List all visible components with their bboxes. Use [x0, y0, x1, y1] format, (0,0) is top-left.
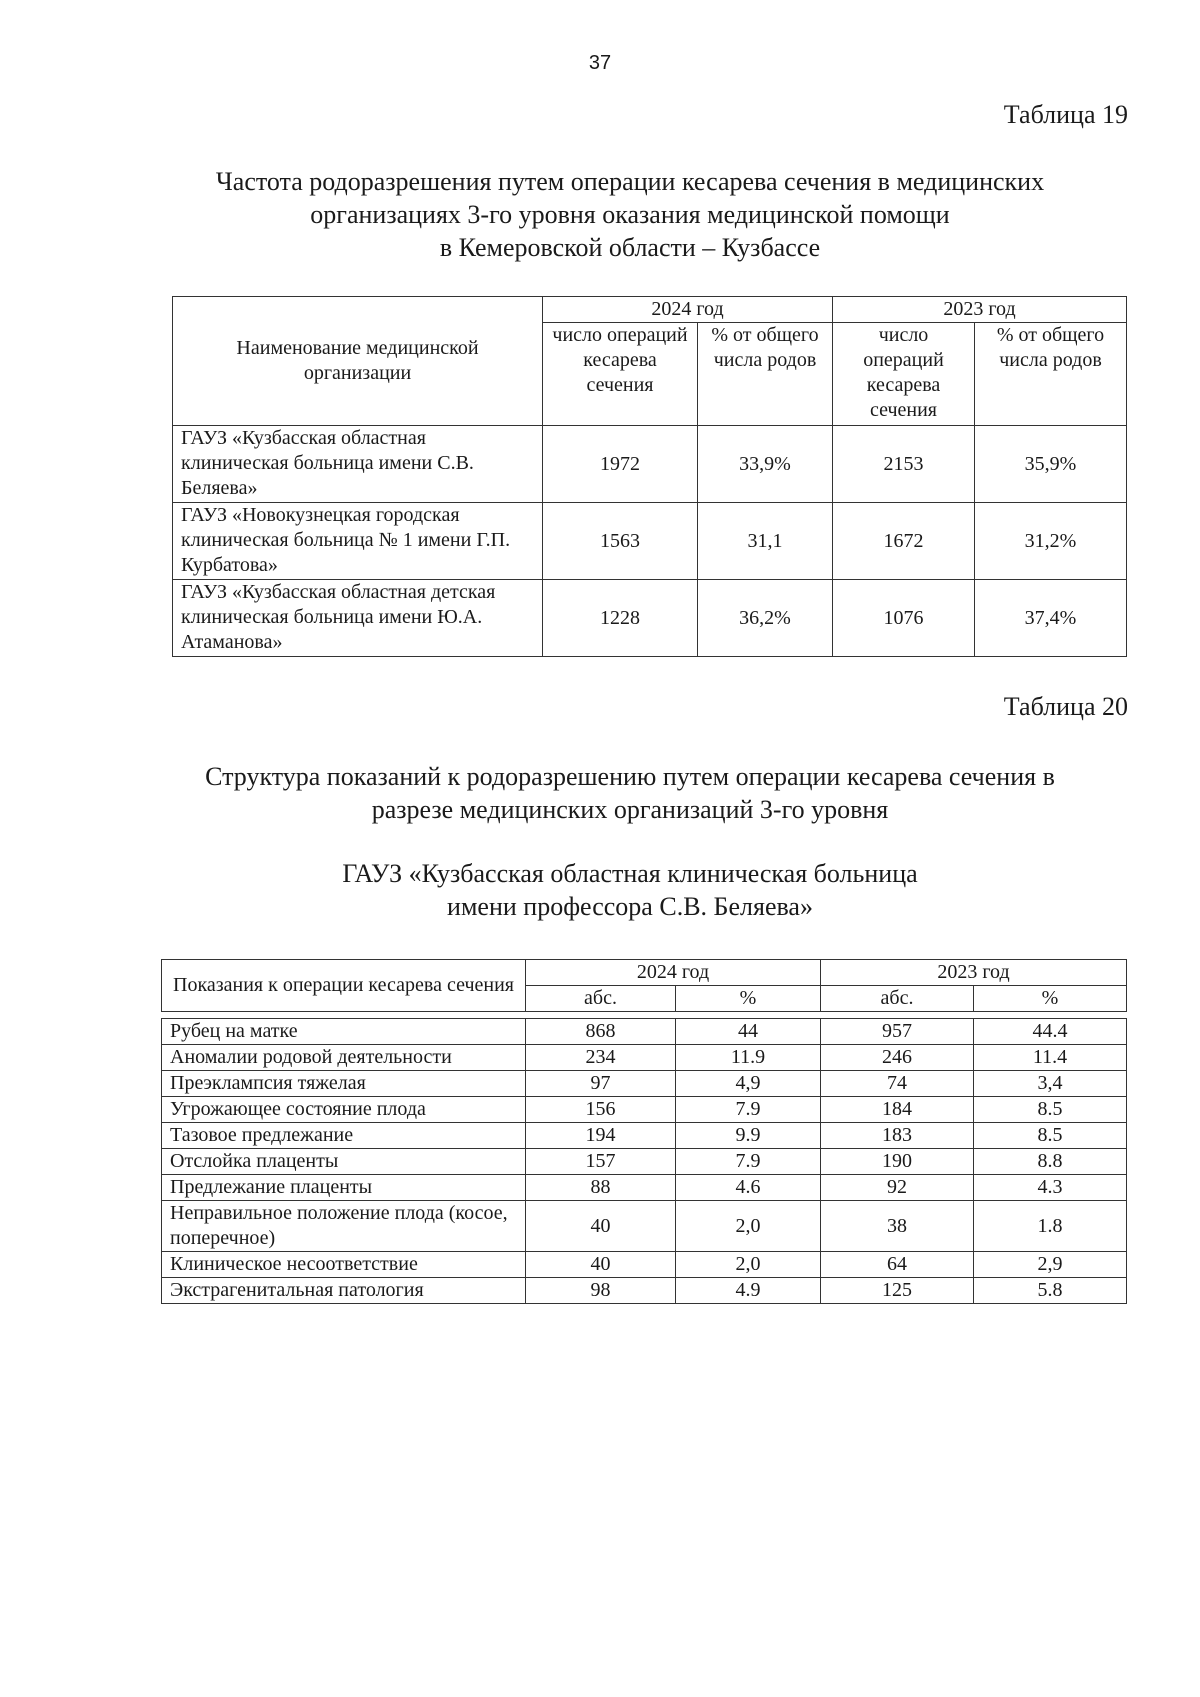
table20-cell: 44.4 — [974, 1019, 1127, 1045]
table19-cell: 1563 — [543, 503, 698, 580]
table19-header-ops-2023: число операций кесарева сечения — [833, 323, 975, 426]
table19-org-name: ГАУЗ «Новокузнецкая городская клиническая больница № 1 имени Г.П. Курбатова» — [173, 503, 543, 580]
table20-cell: 246 — [821, 1045, 974, 1071]
table20-cell: 190 — [821, 1149, 974, 1175]
table20-cell: 183 — [821, 1123, 974, 1149]
table-row — [162, 1278, 1127, 1304]
table20-indication-name: Неправильное положение плода (косое, поперечное) — [162, 1201, 526, 1252]
table19-cell: 35,9% — [975, 426, 1127, 503]
table20-cell: 1.8 — [974, 1201, 1127, 1252]
table20-cell: 11.4 — [974, 1045, 1127, 1071]
table20-indication-name: Отслойка плаценты — [162, 1149, 526, 1175]
table20-cell: 7.9 — [676, 1097, 821, 1123]
table20-cell: 74 — [821, 1071, 974, 1097]
table19-cell: 31,1 — [698, 503, 833, 580]
table20-title-line: разрезе медицинских организаций 3-го уровня — [371, 795, 889, 824]
table-row — [162, 1175, 1127, 1201]
table20-header-abs-2024: абс. — [526, 986, 676, 1012]
table20-cell: 7.9 — [676, 1149, 821, 1175]
table20-cell: 156 — [526, 1097, 676, 1123]
table20-cell: 234 — [526, 1045, 676, 1071]
table19-cell: 37,4% — [975, 580, 1127, 657]
table20-header-pct-2024: % — [676, 986, 821, 1012]
table19-cell: 1076 — [833, 580, 975, 657]
table20-indication-name: Клиническое несоответствие — [162, 1252, 526, 1278]
table20-cell: 194 — [526, 1123, 676, 1149]
table20-indication-name: Угрожающее состояние плода — [162, 1097, 526, 1123]
table19-header-org: Наименование медицинской организации — [173, 297, 543, 426]
table20-cell: 184 — [821, 1097, 974, 1123]
table20-cell: 11.9 — [676, 1045, 821, 1071]
table20-indication-name: Рубец на матке — [162, 1019, 526, 1045]
table19-title — [150, 165, 1110, 264]
table-row — [173, 503, 1127, 580]
table20-title-line: Структура показаний к родоразрешению путем операции кесарева сечения в — [205, 762, 1055, 791]
table20-indication-name: Тазовое предлежание — [162, 1123, 526, 1149]
table19-header-year-2023: 2023 год — [833, 297, 1127, 323]
table20 — [161, 959, 1127, 1304]
table19-header-year-2024: 2024 год — [543, 297, 833, 323]
table20-gap — [162, 1012, 1127, 1019]
table20-cell: 8.5 — [974, 1123, 1127, 1149]
table20-cell: 4,9 — [676, 1071, 821, 1097]
table20-subtitle-line: ГАУЗ «Кузбасская областная клиническая больница — [342, 859, 918, 888]
table-row — [173, 426, 1127, 503]
table20-cell: 9.9 — [676, 1123, 821, 1149]
table20-header-year-2023: 2023 год — [821, 960, 1127, 986]
table20-cell: 4.3 — [974, 1175, 1127, 1201]
table20-cell: 4.9 — [676, 1278, 821, 1304]
table19-title-line: Частота родоразрешения путем операции кесарева сечения в медицинских — [215, 167, 1045, 196]
table-row — [162, 1252, 1127, 1278]
table20-cell: 8.5 — [974, 1097, 1127, 1123]
table-row — [162, 1149, 1127, 1175]
table19-title-line: организациях 3-го уровня оказания медицинской помощи — [310, 200, 950, 229]
table-row — [162, 1071, 1127, 1097]
table20-cell: 125 — [821, 1278, 974, 1304]
table-row — [162, 1019, 1127, 1045]
table20-cell: 2,0 — [676, 1252, 821, 1278]
table19-cell: 1972 — [543, 426, 698, 503]
table20-cell: 2,0 — [676, 1201, 821, 1252]
table20-cell: 64 — [821, 1252, 974, 1278]
table20-cell: 2,9 — [974, 1252, 1127, 1278]
table20-cell: 157 — [526, 1149, 676, 1175]
table20-title — [150, 760, 1110, 826]
table19-org-name: ГАУЗ «Кузбасская областная клиническая больница имени С.В. Беляева» — [173, 426, 543, 503]
table19-cell: 2153 — [833, 426, 975, 503]
table19-title-line: в Кемеровской области – Кузбассе — [439, 233, 821, 262]
table19-header-pct-2024: % от общего числа родов — [698, 323, 833, 426]
table19-cell: 33,9% — [698, 426, 833, 503]
table20-subtitle-line: имени профессора С.В. Беляева» — [447, 892, 813, 921]
table20-header-year-2024: 2024 год — [526, 960, 821, 986]
table19-header-pct-2023: % от общего числа родов — [975, 323, 1127, 426]
table20-cell: 40 — [526, 1201, 676, 1252]
table20-cell: 98 — [526, 1278, 676, 1304]
table20-subtitle — [150, 857, 1110, 923]
table20-cell: 868 — [526, 1019, 676, 1045]
table-row — [162, 1045, 1127, 1071]
table20-cell: 957 — [821, 1019, 974, 1045]
table-row — [162, 1123, 1127, 1149]
table20-cell: 88 — [526, 1175, 676, 1201]
table20-indication-name: Экстрагенитальная патология — [162, 1278, 526, 1304]
table19-label: Таблица 19 — [1003, 100, 1128, 129]
table20-header-indication: Показания к операции кесарева сечения — [162, 960, 526, 1012]
table20-cell: 97 — [526, 1071, 676, 1097]
table20-header-pct-2023: % — [974, 986, 1127, 1012]
table20-cell: 92 — [821, 1175, 974, 1201]
table-row — [162, 1097, 1127, 1123]
table20-cell: 44 — [676, 1019, 821, 1045]
table20-cell: 4.6 — [676, 1175, 821, 1201]
table19 — [172, 296, 1127, 657]
table19-header-ops-2024: число операций кесарева сечения — [543, 323, 698, 426]
table20-cell: 38 — [821, 1201, 974, 1252]
table20-body — [162, 1019, 1127, 1304]
table19-cell: 31,2% — [975, 503, 1127, 580]
table19-cell: 1672 — [833, 503, 975, 580]
table-row — [162, 1201, 1127, 1252]
table20-cell: 8.8 — [974, 1149, 1127, 1175]
table20-indication-name: Преэклампсия тяжелая — [162, 1071, 526, 1097]
table20-indication-name: Аномалии родовой деятельности — [162, 1045, 526, 1071]
table20-cell: 40 — [526, 1252, 676, 1278]
table19-org-name: ГАУЗ «Кузбасская областная детская клиническая больница имени Ю.А. Атаманова» — [173, 580, 543, 657]
table20-indication-name: Предлежание плаценты — [162, 1175, 526, 1201]
table-row — [173, 580, 1127, 657]
table20-header-abs-2023: абс. — [821, 986, 974, 1012]
table20-cell: 5.8 — [974, 1278, 1127, 1304]
table20-label: Таблица 20 — [1003, 692, 1128, 721]
table20-cell: 3,4 — [974, 1071, 1127, 1097]
table19-cell: 36,2% — [698, 580, 833, 657]
table19-cell: 1228 — [543, 580, 698, 657]
page-number: 37 — [588, 52, 612, 74]
